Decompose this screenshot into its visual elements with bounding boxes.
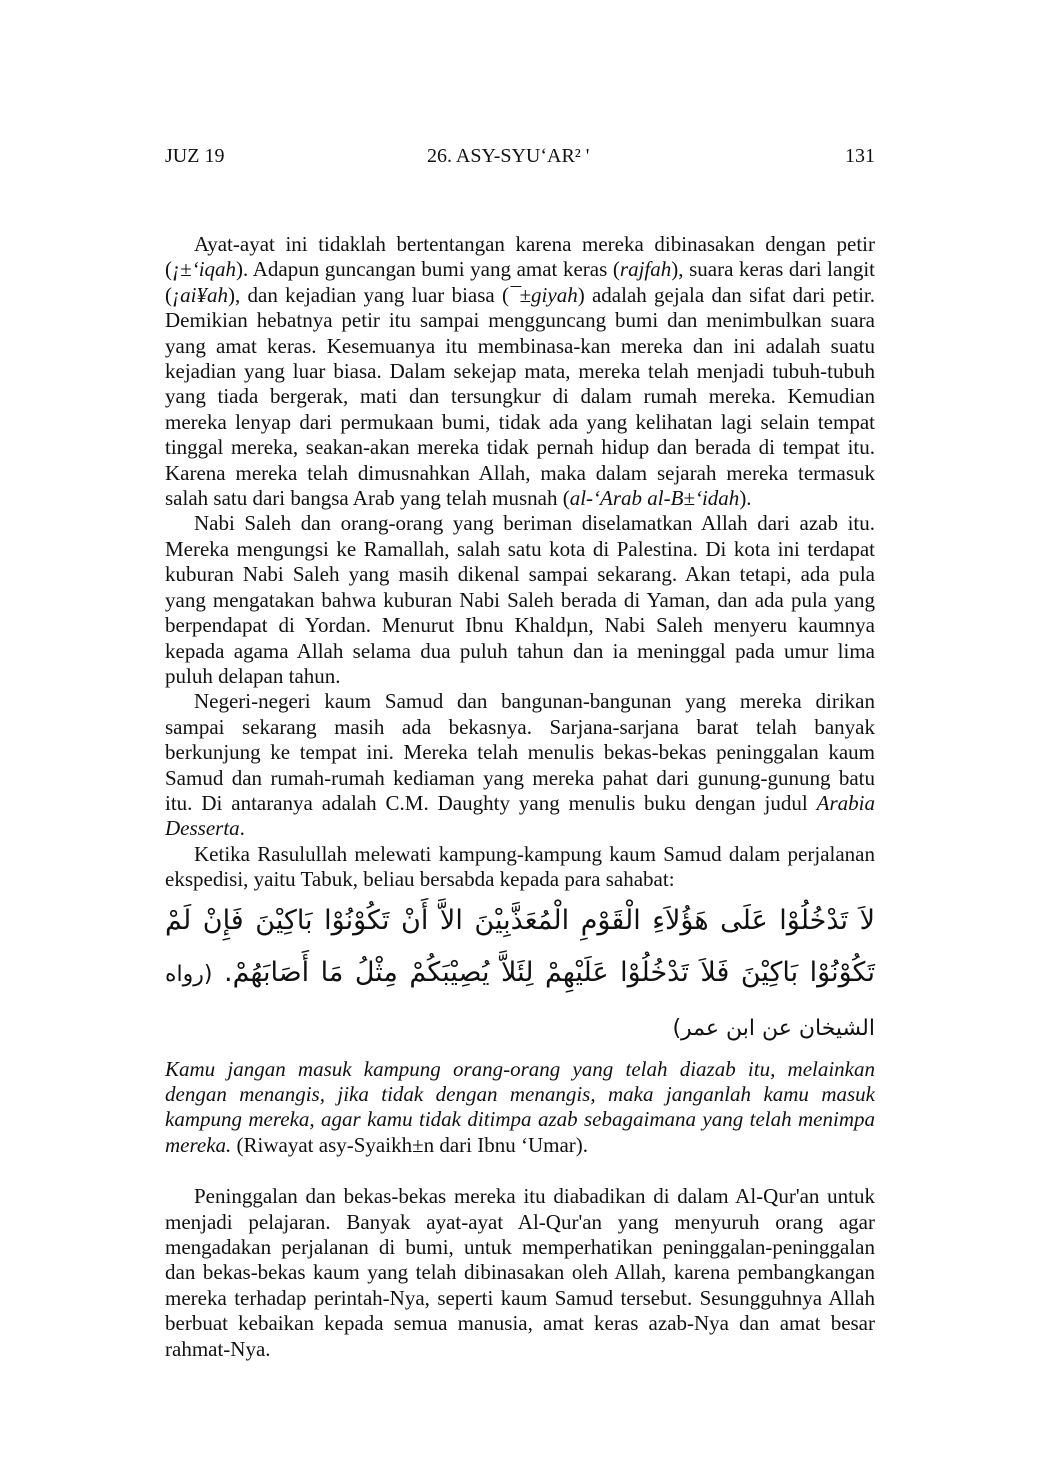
hadith-narration: (رواه الشيخان عن ابن عمر) bbox=[165, 961, 875, 1041]
paragraph-5: Peninggalan dan bekas-bekas mereka itu diabadikan di dalam Al-Qur'an untuk menjadi pelajaran. Banyak ayat-ayat Al-Qur'an yang menyuruh orang agar mengadakan perjalanan di bumi, untuk memperhatikan peninggalan-peninggalan dan bekas-bekas kaum yang telah dibinasakan oleh Allah, karena pembangkangan mereka terhadap perintah-Nya, seperti kaum Samud tersebut. Sesungguhnya Allah berbuat kebaikan kepada semua manusia, amat keras azab-Nya dan amat besar rahmat-Nya. bbox=[165, 1184, 875, 1361]
p1-text-4: ), dan kejadian yang luar biasa ( bbox=[228, 282, 510, 307]
p1-term-5: al-‘Arab al-B±‘idah bbox=[569, 486, 740, 511]
paragraph-3 bbox=[165, 689, 875, 841]
p1-term-3: ¡ai¥ah bbox=[172, 282, 229, 307]
paragraph-1 bbox=[165, 232, 875, 511]
surah-title: 26. ASY-SYU‘AR² ' bbox=[427, 145, 590, 167]
p1-term-2: rajfah bbox=[619, 257, 672, 282]
hadith-translation bbox=[165, 1057, 875, 1159]
page-body bbox=[165, 232, 875, 1362]
p1-text-2: ). Adapun guncangan bumi yang amat keras ( bbox=[236, 257, 620, 282]
hadith-source: (Riwayat asy-Syaikh±n dari Ibnu ‘Umar). bbox=[231, 1132, 589, 1157]
p3-text-1: Negeri-negeri kaum Samud dan bangunan-bangunan yang mereka dirikan sampai sekarang masih ada bekasnya. Sarjana-sarjana barat telah banyak berkunjung ke tempat ini. Mereka telah menulis bekas-bekas peninggalan kaum Samud dan rumah-rumah kediaman yang mereka pahat dari gunung-gunung batu itu. Di antaranya adalah C.M. Daughty yang menulis buku dengan judul bbox=[165, 689, 875, 815]
hadith-arabic-text: لاَ تَدْخُلُوْا عَلَى هَؤُلاَءِ الْقَوْمِ الْمُعَذَّبِيْنَ الاَّ أَنْ تَكُوْنُوْا بَاكِيْنَ فَإِنْ لَمْ تَكُوْنُوْا بَاكِيْنَ فَلاَ تَدْخُلُوْا عَلَيْهِمْ لِئَلاَّ يُصِيْبَكُمْ مِثْلُ مَا أَصَابَهُمْ. bbox=[165, 904, 875, 988]
p1-term-4: ¯±giyah bbox=[509, 282, 578, 307]
paragraph-2: Nabi Saleh dan orang-orang yang beriman diselamatkan Allah dari azab itu. Mereka mengungsi ke Ramallah, salah satu kota di Palestina. Di kota ini terdapat kuburan Nabi Saleh yang masih dikenal sampai sekarang. Akan tetapi, ada pula yang mengatakan bahwa kuburan Nabi Saleh berada di Yaman, dan ada pula yang berpendapat di Yordan. Menurut Ibnu Khaldµn, Nabi Saleh menyeru kaumnya kepada agama Allah selama dua puluh tahun dan ia meninggal pada umur lima puluh delapan tahun. bbox=[165, 511, 875, 688]
p1-text-1: Ayat-ayat ini tidaklah bertentangan karena mereka dibinasakan dengan petir ( bbox=[165, 232, 875, 282]
p3-book-title: Arabia Desserta bbox=[165, 790, 875, 841]
juz-label: JUZ 19 bbox=[165, 145, 225, 167]
p1-term-1: ¡±‘iqah bbox=[172, 257, 237, 282]
section-gap bbox=[165, 1158, 875, 1184]
page-header bbox=[165, 145, 875, 173]
p1-text-3: ), suara keras dari langit ( bbox=[165, 257, 875, 307]
p1-text-6: ). bbox=[739, 486, 752, 511]
p1-text-5: ) adalah gejala dan sifat dari petir. Demikian hebatnya petir itu sampai mengguncang bumi dan menimbulkan suara yang amat keras. Kesemuanya itu membinasa-kan mereka dan ini adalah suatu kejadian yang luar biasa. Dalam sekejap mata, mereka telah menjadi tubuh-tubuh yang tiada bergerak, mati dan tersungkur di dalam rumah mereka. Kemudian mereka lenyap dari permukaan bumi, tidak ada yang kelihatan lagi selain tempat tinggal mereka, seakan-akan mereka tidak pernah hidup dan berada di tempat itu. Karena mereka telah dimusnahkan Allah, maka dalam sejarah mereka termasuk salah satu dari bangsa Arab yang telah musnah ( bbox=[165, 282, 876, 511]
hadith-arabic bbox=[165, 895, 875, 1055]
paragraph-4: Ketika Rasulullah melewati kampung-kampung kaum Samud dalam perjalanan ekspedisi, yaitu Tabuk, beliau bersabda kepada para sahabat: bbox=[165, 841, 875, 892]
p3-text-2: . bbox=[239, 816, 245, 841]
page-number: 131 bbox=[845, 145, 875, 167]
hadith-translation-text: Kamu jangan masuk kampung orang-orang yang telah diazab itu, melainkan dengan menangis, jika tidak dengan menangis, maka janganlah kamu masuk kampung mereka, agar kamu tidak ditimpa azab sebagaimana yang telah menimpa mereka. bbox=[165, 1056, 875, 1157]
